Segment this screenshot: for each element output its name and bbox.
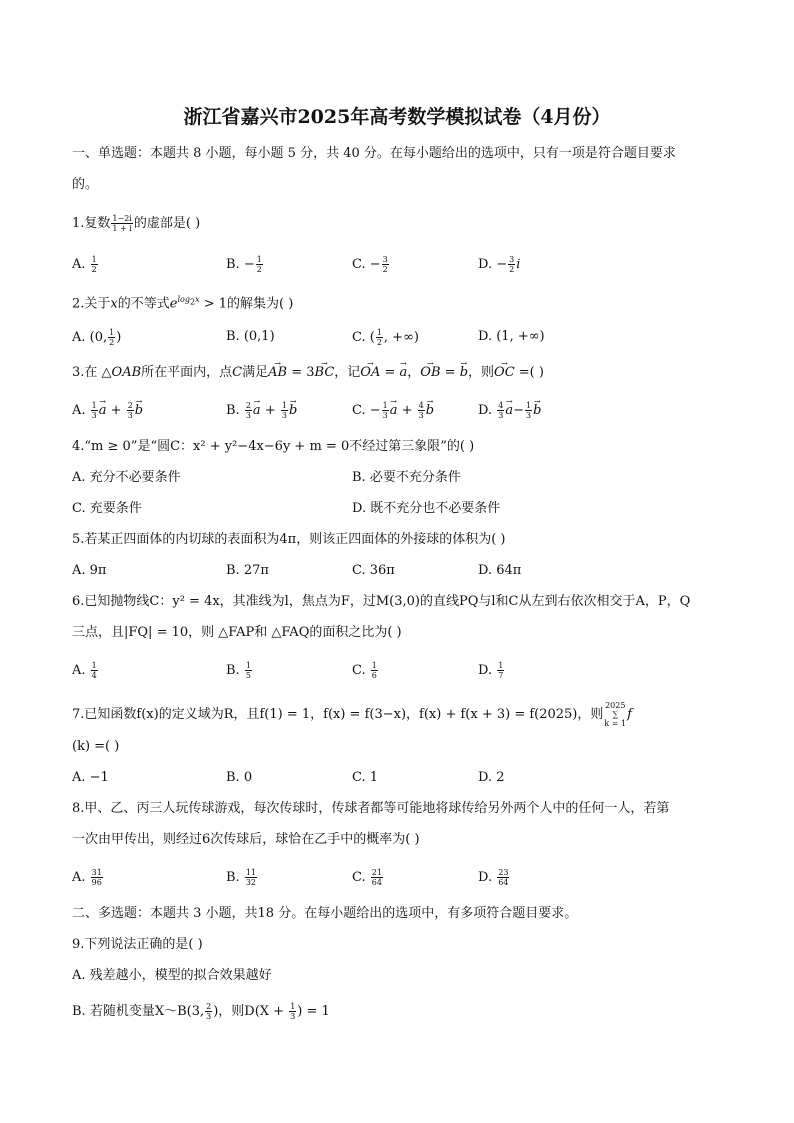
section2-header: 二、多选题：本题共 3 小题，共18 分。在每小题给出的选项中，有多项符合题目要求。: [72, 906, 578, 921]
q9-option-a[interactable]: A. 残差越小，模型的拟合效果越好: [72, 968, 272, 983]
question-7: 7.已知函数f(x)的定义域为R，且f(1) = 1，f(x) = f(3−x)，f(x) + f(x + 3) = f(2025)，则 2025 ∑ k = 1 f: [72, 701, 632, 728]
q6-option-d[interactable]: D. $\frac{1}{7}$: [478, 661, 504, 680]
q9-option-b[interactable]: B. 若随机变量X～B(3, $\frac{2}{3}$ )，则D(X + $\frac{1}{3}$ ) = 1: [72, 1002, 330, 1021]
q2-option-b[interactable]: B. (0,1): [226, 329, 275, 344]
question-8: 8.甲、乙、丙三人玩传球游戏，每次传球时，传球者都等可能地将球传给另外两个人中的任何一人，若第: [72, 801, 670, 816]
q7-option-d[interactable]: D. 2: [478, 770, 505, 785]
section1-header-cont: 的。: [72, 177, 99, 192]
q3-option-d[interactable]: D. $\frac{4}{3}$ → a− $\frac{1}{3}$ → b: [478, 401, 541, 420]
question-7-cont: (k) =( ): [72, 739, 120, 754]
q5-option-a[interactable]: A. 9π: [72, 563, 107, 578]
q8-option-b[interactable]: B. $\frac{11}{32}$: [226, 868, 257, 887]
page-title: 浙江省嘉兴市2025年高考数学模拟试卷（4月份）: [183, 106, 611, 128]
q5-option-d[interactable]: D. 64π: [478, 563, 522, 578]
q1-option-a[interactable]: A. $\frac{1}{2}$: [72, 255, 97, 274]
question-4: 4.“m ≥ 0”是“圆C：x² + y²−4x−6y + m = 0不经过第三象限”的( ): [72, 439, 475, 454]
q3-option-c[interactable]: C. − $\frac{1}{3}$ → a + $\frac{4}{3}$ → b: [352, 401, 434, 420]
q4-option-a[interactable]: A. 充分不必要条件: [72, 470, 181, 485]
question-8-cont: 一次由甲传出，则经过6次传球后，球恰在乙手中的概率为( ): [72, 832, 420, 847]
q7-option-c[interactable]: C. 1: [352, 770, 379, 785]
q6-option-c[interactable]: C. $\frac{1}{6}$: [352, 661, 377, 680]
q2-option-a[interactable]: A. (0, $\frac{1}{2}$ ): [72, 328, 122, 347]
q4-option-b[interactable]: B. 必要不充分条件: [352, 470, 461, 485]
q7-option-a[interactable]: A. −1: [72, 770, 109, 785]
q1-option-c[interactable]: C. − $\frac{3}{2}$: [352, 255, 388, 274]
section1-header: 一、单选题：本题共 8 小题，每小题 5 分，共 40 分。在每小题给出的选项中，只有一项是符合题目要求: [72, 146, 676, 161]
q5-option-b[interactable]: B. 27π: [226, 563, 269, 578]
question-9: 9.下列说法正确的是( ): [72, 937, 203, 952]
question-5: 5.若某正四面体的内切球的表面积为4π，则该正四面体的外接球的体积为( ): [72, 532, 506, 547]
q6-option-b[interactable]: B. $\frac{1}{5}$: [226, 661, 251, 680]
q2-option-c[interactable]: C. ( $\frac{1}{2}$ , +∞): [352, 328, 419, 347]
q4-option-c[interactable]: C. 充要条件: [72, 501, 142, 516]
q8-option-a[interactable]: A. $\frac{31}{96}$: [72, 868, 102, 887]
question-6-cont: 三点，且|FQ| = 10，则 △FAP和 △FAQ的面积之比为( ): [72, 625, 402, 640]
question-2: 2.关于x的不等式$e^{log_2x} > 1$的解集为( ): [72, 295, 294, 312]
q8-option-d[interactable]: D. $\frac{23}{64}$: [478, 868, 509, 887]
q5-option-c[interactable]: C. 36π: [352, 563, 395, 578]
q3-option-a[interactable]: A. $\frac{1}{3}$ → a + $\frac{2}{3}$ → b: [72, 401, 143, 420]
question-3: 3.在 △OAB所在平面内，点C满足→ AB = 3→ BC，记→ OA = → a，→ OB = → b，则→ OC =( ): [72, 364, 544, 382]
q1-option-d[interactable]: D. − $\frac{3}{2}$ i: [478, 255, 521, 274]
q6-option-a[interactable]: A. $\frac{1}{4}$: [72, 661, 97, 680]
q2-option-d[interactable]: D. (1, +∞): [478, 329, 545, 344]
q8-option-c[interactable]: C. $\frac{21}{64}$: [352, 868, 382, 887]
q3-option-b[interactable]: B. $\frac{2}{3}$ → a + $\frac{1}{3}$ → b: [226, 401, 297, 420]
q1-option-b[interactable]: B. − $\frac{1}{2}$: [226, 255, 262, 274]
q4-option-d[interactable]: D. 既不充分也不必要条件: [352, 501, 501, 516]
q7-option-b[interactable]: B. 0: [226, 770, 253, 785]
question-6: 6.已知抛物线C：y² = 4x，其准线为l，焦点为F，过M(3,0)的直线PQ与l和C从左到右依次相交于A，P，Q: [72, 594, 691, 609]
question-1: 1.复数 $\frac{1-2i}{1 + i}$ 的虚部是( ): [72, 214, 201, 233]
